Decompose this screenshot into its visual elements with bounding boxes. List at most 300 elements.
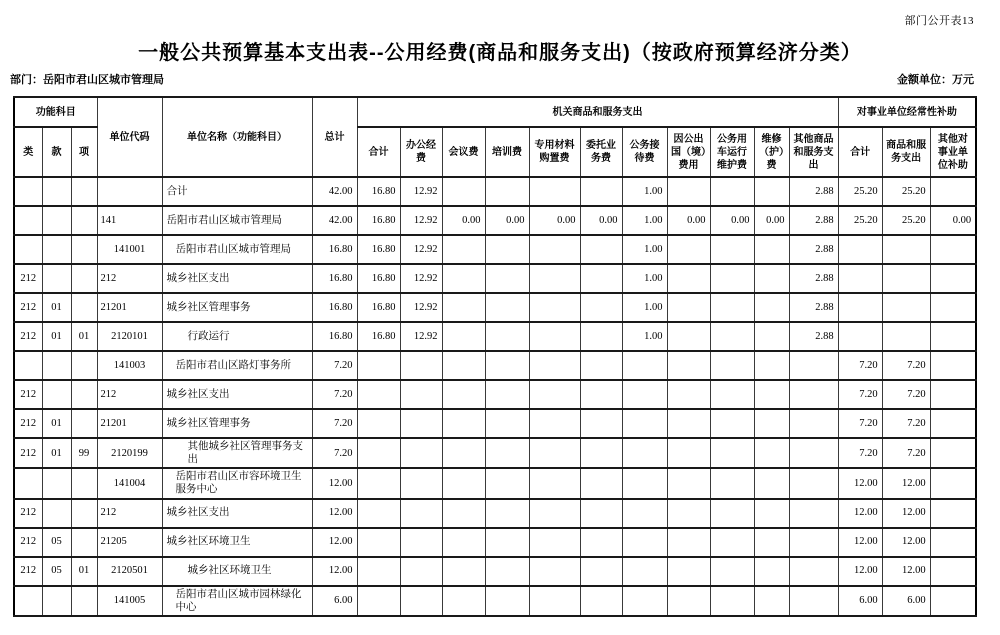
training-fee-cell <box>485 322 529 351</box>
table-row <box>14 468 976 498</box>
entrusted-fee-cell <box>580 528 622 557</box>
func-lei-cell: 212 <box>14 293 42 322</box>
other-goods-cell: 2.88 <box>789 235 838 264</box>
material-fee-cell <box>529 235 580 264</box>
entrusted-fee-cell <box>580 438 622 468</box>
table-row <box>14 409 976 438</box>
subsidy-other-cell <box>930 557 976 586</box>
grand-total-cell: 12.00 <box>312 528 357 557</box>
repair-fee-cell <box>754 586 789 616</box>
repair-fee-cell <box>754 380 789 409</box>
grand-total-cell: 7.20 <box>312 351 357 380</box>
subsidy-other-cell <box>930 264 976 293</box>
subsidy-total-cell: 12.00 <box>838 528 882 557</box>
func-lei-cell <box>14 468 42 498</box>
meeting-fee-cell <box>442 557 485 586</box>
reception-fee-cell: 1.00 <box>622 322 667 351</box>
unit-name-cell: 城乡社区支出 <box>162 499 312 528</box>
unit-name-cell: 其他城乡社区管理事务支出 <box>162 438 312 468</box>
func-kuan-cell: 05 <box>42 528 71 557</box>
subsidy-total-cell <box>838 322 882 351</box>
col-header-func-group: 功能科目 <box>14 97 97 127</box>
subsidy-goods-cell: 12.00 <box>882 528 930 557</box>
repair-fee-cell <box>754 468 789 498</box>
subsidy-total-cell: 12.00 <box>838 499 882 528</box>
material-fee-cell <box>529 322 580 351</box>
func-kuan-cell <box>42 499 71 528</box>
reception-fee-cell: 1.00 <box>622 293 667 322</box>
func-lei-cell: 212 <box>14 438 42 468</box>
col-header-other-goods: 其他商品和服务支出 <box>789 127 838 177</box>
func-lei-cell: 212 <box>14 264 42 293</box>
func-lei-cell: 212 <box>14 499 42 528</box>
col-header-kuan: 款 <box>42 127 71 177</box>
doc-label: 部门公开表13 <box>904 15 974 27</box>
col-header-reception-fee: 公务接待费 <box>622 127 667 177</box>
repair-fee-cell <box>754 528 789 557</box>
training-fee-cell <box>485 380 529 409</box>
subsidy-goods-cell: 12.00 <box>882 468 930 498</box>
repair-fee-cell <box>754 322 789 351</box>
func-xiang-cell <box>71 499 97 528</box>
page-title: 一般公共预算基本支出表--公用经费(商品和服务支出)（按政府预算经济分类） <box>138 42 862 64</box>
abroad-fee-cell <box>667 264 710 293</box>
subsidy-goods-cell <box>882 322 930 351</box>
subsidy-goods-cell: 12.00 <box>882 557 930 586</box>
table-row <box>14 438 976 468</box>
repair-fee-cell <box>754 499 789 528</box>
grand-total-cell: 7.20 <box>312 438 357 468</box>
entrusted-fee-cell <box>580 177 622 206</box>
reception-fee-cell <box>622 438 667 468</box>
vehicle-fee-cell <box>710 380 754 409</box>
func-xiang-cell <box>71 235 97 264</box>
training-fee-cell <box>485 351 529 380</box>
meeting-fee-cell <box>442 235 485 264</box>
col-header-entrusted-fee: 委托业务费 <box>580 127 622 177</box>
subsidy-other-cell <box>930 438 976 468</box>
entrusted-fee-cell <box>580 586 622 616</box>
vehicle-fee-cell <box>710 438 754 468</box>
meeting-fee-cell <box>442 293 485 322</box>
org-total-cell <box>357 380 400 409</box>
col-header-material-fee: 专用材料购置费 <box>529 127 580 177</box>
training-fee-cell <box>485 264 529 293</box>
meeting-fee-cell <box>442 380 485 409</box>
other-goods-cell <box>789 409 838 438</box>
grand-total-cell: 42.00 <box>312 177 357 206</box>
abroad-fee-cell <box>667 586 710 616</box>
office-expense-cell: 12.92 <box>400 322 442 351</box>
func-xiang-cell <box>71 206 97 235</box>
grand-total-cell: 12.00 <box>312 499 357 528</box>
func-xiang-cell <box>71 177 97 206</box>
org-total-cell: 16.80 <box>357 206 400 235</box>
training-fee-cell <box>485 499 529 528</box>
col-header-grand-total: 总计 <box>312 97 357 177</box>
repair-fee-cell <box>754 235 789 264</box>
header-group-row <box>14 97 976 127</box>
office-expense-cell: 12.92 <box>400 206 442 235</box>
meeting-fee-cell <box>442 351 485 380</box>
func-xiang-cell <box>71 380 97 409</box>
unit-code-cell <box>97 177 162 206</box>
table-row <box>14 264 976 293</box>
col-header-training-fee: 培训费 <box>485 127 529 177</box>
office-expense-cell <box>400 409 442 438</box>
org-total-cell: 16.80 <box>357 264 400 293</box>
meeting-fee-cell: 0.00 <box>442 206 485 235</box>
material-fee-cell <box>529 409 580 438</box>
other-goods-cell <box>789 438 838 468</box>
table-body <box>14 177 976 616</box>
material-fee-cell <box>529 586 580 616</box>
org-total-cell <box>357 557 400 586</box>
other-goods-cell <box>789 380 838 409</box>
other-goods-cell: 2.88 <box>789 264 838 293</box>
vehicle-fee-cell: 0.00 <box>710 206 754 235</box>
office-expense-cell: 12.92 <box>400 264 442 293</box>
grand-total-cell: 16.80 <box>312 293 357 322</box>
abroad-fee-cell <box>667 438 710 468</box>
subsidy-goods-cell: 7.20 <box>882 380 930 409</box>
vehicle-fee-cell <box>710 351 754 380</box>
amount-unit-label: 金额单位：万元 <box>897 74 974 86</box>
subsidy-total-cell: 12.00 <box>838 557 882 586</box>
unit-code-cell: 21201 <box>97 293 162 322</box>
other-goods-cell: 2.88 <box>789 293 838 322</box>
entrusted-fee-cell <box>580 557 622 586</box>
abroad-fee-cell <box>667 557 710 586</box>
subsidy-other-cell <box>930 499 976 528</box>
material-fee-cell <box>529 351 580 380</box>
other-goods-cell <box>789 528 838 557</box>
func-xiang-cell: 01 <box>71 557 97 586</box>
table-row <box>14 380 976 409</box>
func-xiang-cell <box>71 586 97 616</box>
subsidy-total-cell: 7.20 <box>838 438 882 468</box>
subsidy-other-cell <box>930 528 976 557</box>
entrusted-fee-cell: 0.00 <box>580 206 622 235</box>
table-row <box>14 557 976 586</box>
vehicle-fee-cell <box>710 557 754 586</box>
unit-code-cell: 212 <box>97 264 162 293</box>
office-expense-cell <box>400 380 442 409</box>
entrusted-fee-cell <box>580 235 622 264</box>
subsidy-total-cell <box>838 235 882 264</box>
subsidy-goods-cell <box>882 293 930 322</box>
col-header-abroad-fee: 因公出国（境）费用 <box>667 127 710 177</box>
unit-name-cell: 城乡社区支出 <box>162 380 312 409</box>
table-row <box>14 235 976 264</box>
training-fee-cell <box>485 293 529 322</box>
subsidy-other-cell <box>930 468 976 498</box>
func-xiang-cell: 01 <box>71 322 97 351</box>
abroad-fee-cell <box>667 293 710 322</box>
office-expense-cell <box>400 586 442 616</box>
org-total-cell: 16.80 <box>357 235 400 264</box>
entrusted-fee-cell <box>580 499 622 528</box>
subsidy-other-cell <box>930 409 976 438</box>
material-fee-cell <box>529 557 580 586</box>
abroad-fee-cell <box>667 322 710 351</box>
abroad-fee-cell <box>667 235 710 264</box>
unit-code-cell: 141001 <box>97 235 162 264</box>
table-row <box>14 586 976 616</box>
vehicle-fee-cell <box>710 528 754 557</box>
func-xiang-cell <box>71 264 97 293</box>
func-kuan-cell <box>42 380 71 409</box>
subsidy-total-cell: 25.20 <box>838 206 882 235</box>
unit-code-cell: 141003 <box>97 351 162 380</box>
meeting-fee-cell <box>442 322 485 351</box>
meeting-fee-cell <box>442 438 485 468</box>
subsidy-other-cell <box>930 351 976 380</box>
other-goods-cell <box>789 557 838 586</box>
training-fee-cell: 0.00 <box>485 206 529 235</box>
grand-total-cell: 12.00 <box>312 557 357 586</box>
unit-name-cell: 岳阳市君山区城市管理局 <box>162 206 312 235</box>
table-row <box>14 322 976 351</box>
org-total-cell <box>357 528 400 557</box>
meeting-fee-cell <box>442 586 485 616</box>
org-total-cell <box>357 351 400 380</box>
func-kuan-cell <box>42 235 71 264</box>
func-kuan-cell: 01 <box>42 293 71 322</box>
unit-code-cell: 212 <box>97 499 162 528</box>
entrusted-fee-cell <box>580 351 622 380</box>
other-goods-cell: 2.88 <box>789 322 838 351</box>
meeting-fee-cell <box>442 264 485 293</box>
other-goods-cell: 2.88 <box>789 177 838 206</box>
training-fee-cell <box>485 557 529 586</box>
col-header-repair-fee: 维修（护）费 <box>754 127 789 177</box>
unit-code-cell: 141004 <box>97 468 162 498</box>
subsidy-goods-cell: 25.20 <box>882 206 930 235</box>
org-total-cell <box>357 409 400 438</box>
vehicle-fee-cell <box>710 322 754 351</box>
func-lei-cell <box>14 235 42 264</box>
unit-code-cell: 2120101 <box>97 322 162 351</box>
col-header-subsidy-group: 对事业单位经常性补助 <box>838 97 976 127</box>
unit-name-cell: 岳阳市君山区市容环境卫生服务中心 <box>162 468 312 498</box>
vehicle-fee-cell <box>710 468 754 498</box>
col-header-subsidy-other: 其他对事业单位补助 <box>930 127 976 177</box>
grand-total-cell: 42.00 <box>312 206 357 235</box>
reception-fee-cell: 1.00 <box>622 177 667 206</box>
unit-name-cell: 城乡社区环境卫生 <box>162 528 312 557</box>
org-total-cell: 16.80 <box>357 293 400 322</box>
reception-fee-cell <box>622 468 667 498</box>
office-expense-cell: 12.92 <box>400 177 442 206</box>
unit-name-cell: 合计 <box>162 177 312 206</box>
unit-code-cell: 141 <box>97 206 162 235</box>
subsidy-goods-cell: 25.20 <box>882 177 930 206</box>
subsidy-total-cell: 6.00 <box>838 586 882 616</box>
func-kuan-cell: 05 <box>42 557 71 586</box>
grand-total-cell: 16.80 <box>312 235 357 264</box>
repair-fee-cell <box>754 177 789 206</box>
abroad-fee-cell <box>667 380 710 409</box>
table-row <box>14 499 976 528</box>
unit-code-cell: 2120199 <box>97 438 162 468</box>
org-total-cell <box>357 438 400 468</box>
other-goods-cell <box>789 351 838 380</box>
meeting-fee-cell <box>442 499 485 528</box>
reception-fee-cell <box>622 586 667 616</box>
func-kuan-cell <box>42 177 71 206</box>
subsidy-goods-cell: 7.20 <box>882 351 930 380</box>
unit-name-cell: 城乡社区管理事务 <box>162 293 312 322</box>
unit-code-cell: 21205 <box>97 528 162 557</box>
col-header-lei: 类 <box>14 127 42 177</box>
entrusted-fee-cell <box>580 409 622 438</box>
col-header-xiang: 项 <box>71 127 97 177</box>
unit-name-cell: 岳阳市君山区路灯事务所 <box>162 351 312 380</box>
subsidy-total-cell: 7.20 <box>838 409 882 438</box>
func-xiang-cell <box>71 293 97 322</box>
repair-fee-cell <box>754 293 789 322</box>
material-fee-cell <box>529 177 580 206</box>
entrusted-fee-cell <box>580 293 622 322</box>
org-total-cell <box>357 468 400 498</box>
abroad-fee-cell <box>667 499 710 528</box>
func-kuan-cell <box>42 206 71 235</box>
grand-total-cell: 6.00 <box>312 586 357 616</box>
subsidy-total-cell <box>838 264 882 293</box>
subsidy-other-cell <box>930 380 976 409</box>
table-row <box>14 351 976 380</box>
col-header-org-total: 合计 <box>357 127 400 177</box>
abroad-fee-cell <box>667 468 710 498</box>
subsidy-other-cell <box>930 235 976 264</box>
vehicle-fee-cell <box>710 293 754 322</box>
training-fee-cell <box>485 528 529 557</box>
material-fee-cell <box>529 499 580 528</box>
abroad-fee-cell: 0.00 <box>667 206 710 235</box>
subsidy-total-cell <box>838 293 882 322</box>
func-xiang-cell: 99 <box>71 438 97 468</box>
subsidy-goods-cell: 6.00 <box>882 586 930 616</box>
training-fee-cell <box>485 468 529 498</box>
subsidy-goods-cell: 7.20 <box>882 438 930 468</box>
func-kuan-cell: 01 <box>42 322 71 351</box>
unit-name-cell: 岳阳市君山区城市管理局 <box>162 235 312 264</box>
func-lei-cell <box>14 351 42 380</box>
other-goods-cell <box>789 468 838 498</box>
unit-name-cell: 岳阳市君山区城市园林绿化中心 <box>162 586 312 616</box>
material-fee-cell <box>529 468 580 498</box>
subsidy-total-cell: 7.20 <box>838 380 882 409</box>
repair-fee-cell <box>754 351 789 380</box>
meeting-fee-cell <box>442 177 485 206</box>
unit-code-cell: 212 <box>97 380 162 409</box>
abroad-fee-cell <box>667 409 710 438</box>
col-header-org-group: 机关商品和服务支出 <box>357 97 838 127</box>
func-lei-cell: 212 <box>14 380 42 409</box>
office-expense-cell: 12.92 <box>400 293 442 322</box>
table-row <box>14 206 976 235</box>
grand-total-cell: 12.00 <box>312 468 357 498</box>
abroad-fee-cell <box>667 177 710 206</box>
col-header-subsidy-goods: 商品和服务支出 <box>882 127 930 177</box>
abroad-fee-cell <box>667 528 710 557</box>
meeting-fee-cell <box>442 468 485 498</box>
subsidy-other-cell <box>930 293 976 322</box>
subsidy-other-cell <box>930 177 976 206</box>
unit-name-cell: 城乡社区管理事务 <box>162 409 312 438</box>
func-lei-cell: 212 <box>14 528 42 557</box>
office-expense-cell: 12.92 <box>400 235 442 264</box>
unit-name-cell: 行政运行 <box>162 322 312 351</box>
meeting-fee-cell <box>442 409 485 438</box>
vehicle-fee-cell <box>710 586 754 616</box>
meeting-fee-cell <box>442 528 485 557</box>
func-xiang-cell <box>71 468 97 498</box>
subsidy-other-cell: 0.00 <box>930 206 976 235</box>
repair-fee-cell <box>754 438 789 468</box>
material-fee-cell: 0.00 <box>529 206 580 235</box>
func-lei-cell: 212 <box>14 409 42 438</box>
department-label: 部门：岳阳市君山区城市管理局 <box>10 74 164 86</box>
func-kuan-cell <box>42 264 71 293</box>
training-fee-cell <box>485 235 529 264</box>
office-expense-cell <box>400 351 442 380</box>
col-header-vehicle-fee: 公务用车运行维护费 <box>710 127 754 177</box>
col-header-meeting-fee: 会议费 <box>442 127 485 177</box>
grand-total-cell: 16.80 <box>312 264 357 293</box>
table-row <box>14 528 976 557</box>
table-row <box>14 177 976 206</box>
func-kuan-cell <box>42 468 71 498</box>
repair-fee-cell: 0.00 <box>754 206 789 235</box>
material-fee-cell <box>529 528 580 557</box>
other-goods-cell <box>789 499 838 528</box>
vehicle-fee-cell <box>710 499 754 528</box>
reception-fee-cell <box>622 351 667 380</box>
other-goods-cell <box>789 586 838 616</box>
repair-fee-cell <box>754 409 789 438</box>
reception-fee-cell: 1.00 <box>622 264 667 293</box>
entrusted-fee-cell <box>580 322 622 351</box>
func-lei-cell: 212 <box>14 557 42 586</box>
func-kuan-cell: 01 <box>42 438 71 468</box>
reception-fee-cell: 1.00 <box>622 206 667 235</box>
grand-total-cell: 7.20 <box>312 409 357 438</box>
grand-total-cell: 16.80 <box>312 322 357 351</box>
office-expense-cell <box>400 499 442 528</box>
func-lei-cell: 212 <box>14 322 42 351</box>
repair-fee-cell <box>754 557 789 586</box>
training-fee-cell <box>485 438 529 468</box>
unit-name-cell: 城乡社区环境卫生 <box>162 557 312 586</box>
subsidy-goods-cell: 7.20 <box>882 409 930 438</box>
org-total-cell: 16.80 <box>357 322 400 351</box>
subsidy-total-cell: 25.20 <box>838 177 882 206</box>
func-kuan-cell: 01 <box>42 409 71 438</box>
grand-total-cell: 7.20 <box>312 380 357 409</box>
material-fee-cell <box>529 438 580 468</box>
subsidy-other-cell <box>930 586 976 616</box>
unit-name-cell: 城乡社区支出 <box>162 264 312 293</box>
subsidy-goods-cell: 12.00 <box>882 499 930 528</box>
subsidy-goods-cell <box>882 235 930 264</box>
office-expense-cell <box>400 438 442 468</box>
training-fee-cell <box>485 177 529 206</box>
func-kuan-cell <box>42 586 71 616</box>
material-fee-cell <box>529 293 580 322</box>
vehicle-fee-cell <box>710 235 754 264</box>
